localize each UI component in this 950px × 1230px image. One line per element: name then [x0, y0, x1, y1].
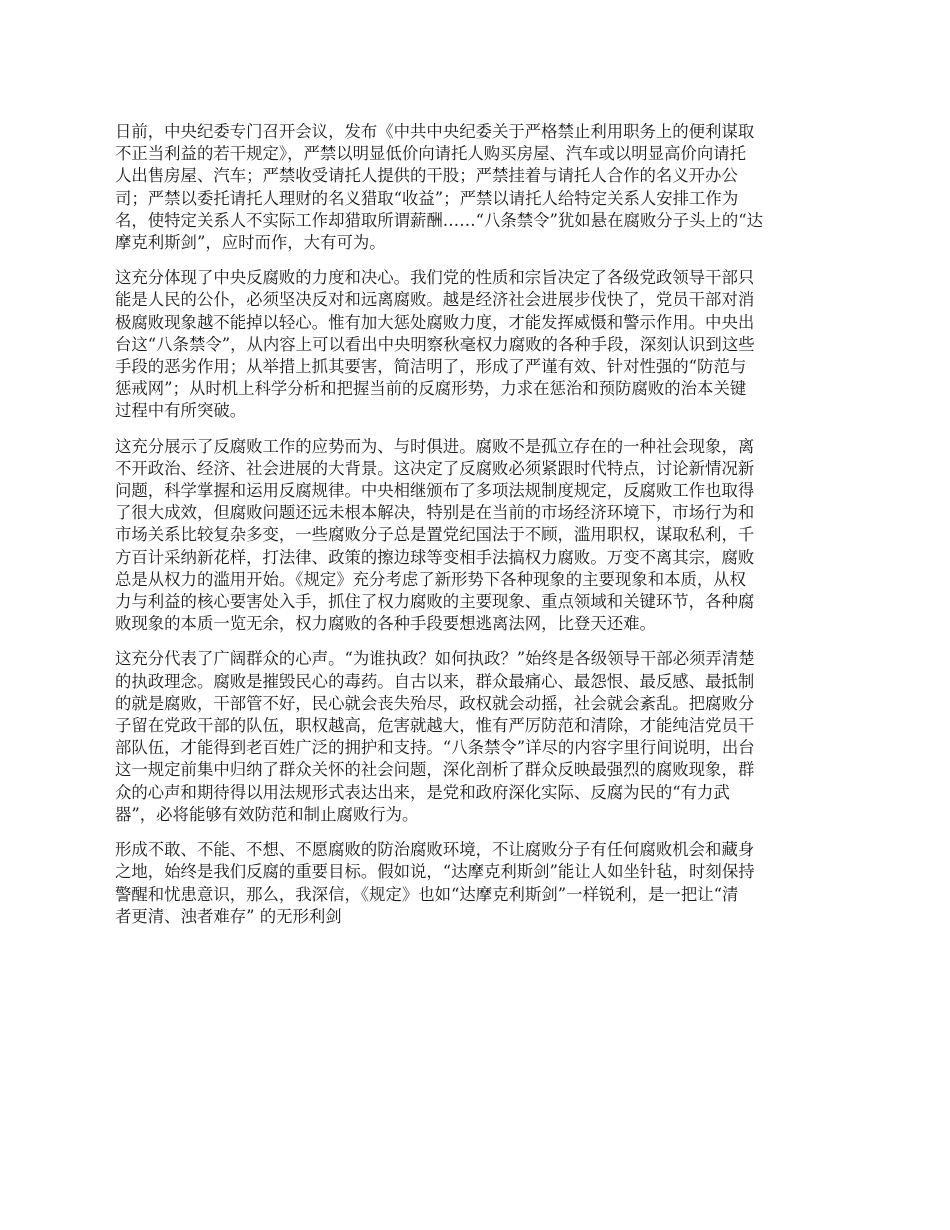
paragraph-2: 这充分体现了中央反腐败的力度和决心。我们党的性质和宗旨决定了各级党政领导干部只 能是人民的公仆，必须坚决反对和远离腐败。越是经济社会进展步伐快了，党员干部对消 极腐败现象越不能掉以轻心。惟有加大惩处腐败力度，才能发挥威慑和警示作用。中央出 台这“八条禁令”，从内容上可以看出中央明察秋毫权力腐败的各种手段，深刻认识到这些 手段的恶劣作用；从举措上抓其要害，简洁明了，形成了严谨有效、针对性强的“防范与 惩戒网”；从时机上科学分析和把握当前的反腐形势，力求在惩治和预防腐败的治本关键 过程中有所突破。: [115, 268, 755, 421]
paragraph-1: 日前，中央纪委专门召开会议，发布《中共中央纪委关于严格禁止利用职务上的便利谋取 不正当利益的若干规定》，严禁以明显低价向请托人购买房屋、汽车或以明显高价向请托 人出售房屋、汽车；严禁收受请托人提供的干股；严禁挂着与请托人合作的名义开办公 司；严禁以委托请托人理财的名义猎取“收益”；严禁以请托人给特定关系人安排工作为 名，使特定关系人不实际工作却猎取所谓薪酬……“八条禁令”犹如悬在腐败分子头上的“达 摩克利斯剑”，应时而作，大有可为。: [115, 122, 763, 253]
paragraph-3: 这充分展示了反腐败工作的应势而为、与时俱进。腐败不是孤立存在的一种社会现象，离 不开政治、经济、社会进展的大背景。这决定了反腐败必须紧跟时代特点，讨论新情况新 问题，科学掌握和运用反腐规律。中央相继颁布了多项法规制度规定，反腐败工作也取得 了很大成效，但腐败问题还远未根本解决，特别是在当前的市场经济环境下，市场行为和 市场关系比较复杂多变，一些腐败分子总是置党纪国法于不顾，滥用职权，谋取私利，千 方百计采纳新花样，打法律、政策的擦边球等变相手法搞权力腐败。万变不离其宗，腐败 总是从权力的滥用开始。《规定》充分考虑了新形势下各种现象的主要现象和本质，从权 力与利益的核心要害处入手，抓住了权力腐败的主要现象、重点领域和关键环节，各种腐 败现象的本质一览无余，权力腐败的各种手段要想逃离法网，比登天还难。: [115, 436, 755, 634]
document-body: [115, 121, 837, 941]
paragraph-5: 形成不敢、不能、不想、不愿腐败的防治腐败环境，不让腐败分子有任何腐败机会和藏身 之地，始终是我们反腐的重要目标。假如说，“达摩克利斯剑”能让人如坐针毡，时刻保持 警醒和忧患意识，那么，我深信，《规定》也如“达摩克利斯剑”一样锐利，是一把让“清 者更清、浊者难存” 的无形利剑: [115, 840, 755, 926]
paragraph-4: 这充分代表了广阔群众的心声。“为谁执政？如何执政？”始终是各级领导干部必须弄清楚 的执政理念。腐败是摧毁民心的毒药。自古以来，群众最痛心、最怨恨、最反感、最抵制 的就是腐败，干部管不好，民心就会丧失殆尽，政权就会动摇，社会就会紊乱。把腐败分 子留在党政干部的队伍，职权越高，危害就越大，惟有严厉防范和清除，才能纯洁党员干 部队伍，才能得到老百姓广泛的拥护和支持。“八条禁令”详尽的内容字里行间说明，出台 这一规定前集中归纳了群众关怀的社会问题，深化剖析了群众反映最强烈的腐败现象，群 众的心声和期待得以用法规形式表达出来，是党和政府深化实际、反腐为民的“有力武 器”，必将能够有效防范和制止腐败行为。: [115, 649, 755, 824]
